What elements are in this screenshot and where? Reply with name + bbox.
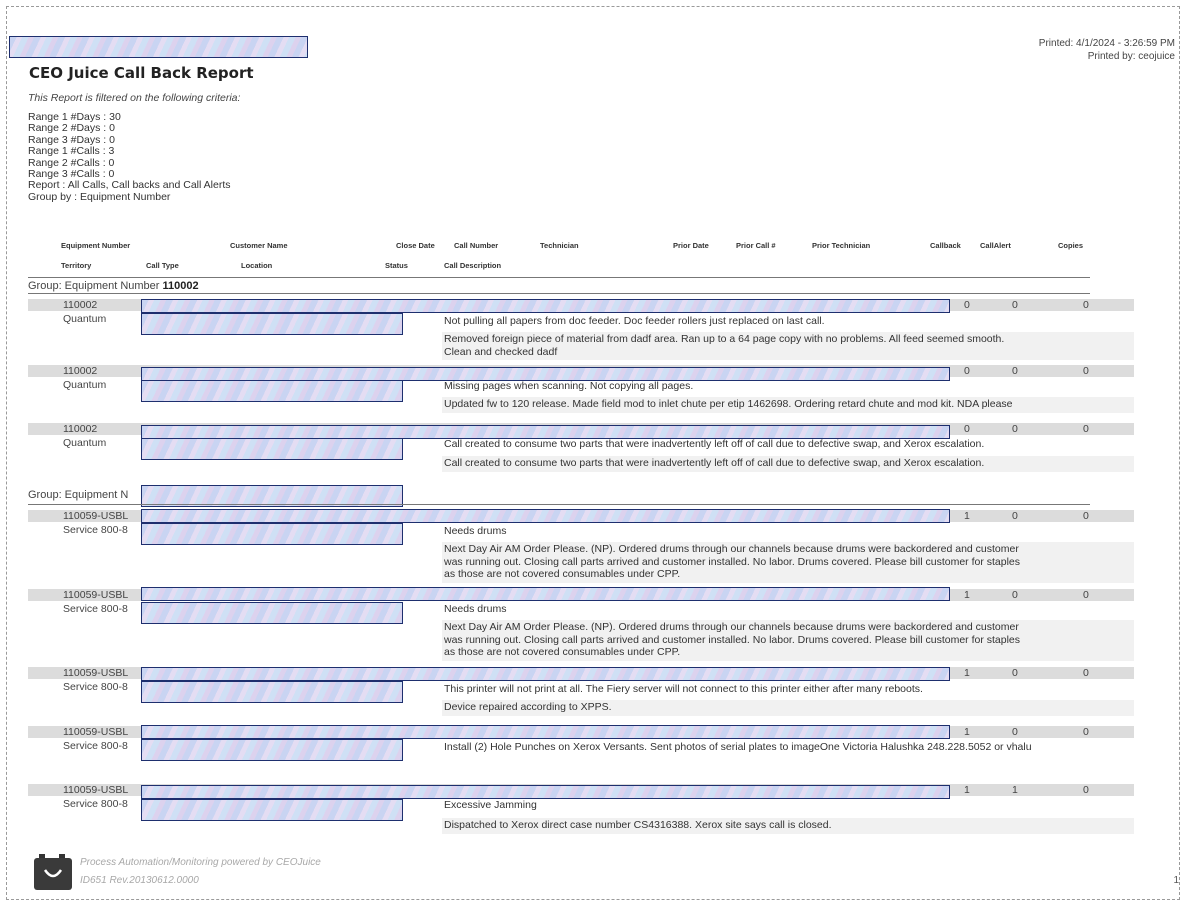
resolution-line: Updated fw to 120 release. Made field mod to inlet chute per etip 1462698. Ordering retard chute and mod kit. NDA please [444,398,1013,410]
callback-value: 1 [964,510,970,522]
resolution-line: Clean and checked dadf [444,345,558,358]
call-type: Quantum [63,379,107,391]
equipment-number: 110059-USBL [63,667,129,679]
copies-value: 0 [1083,784,1089,796]
col-technician: Technician [540,241,579,250]
header-divider [28,277,1090,278]
resolution-line: Next Day Air AM Order Please. (NP). Ordered drums through our channels because drums were backordered and customer [444,621,1019,633]
equipment-number: 110059-USBL [63,510,129,522]
resolution-text [442,700,1134,716]
col-customer-name: Customer Name [230,241,288,250]
callalert-value: 0 [1012,423,1018,435]
criteria-list [28,112,231,203]
callalert-value: 0 [1012,589,1018,601]
equipment-number: 110002 [63,365,98,377]
group-divider [28,293,1090,294]
call-type: Service 800-8 [63,524,128,536]
redacted-call-details [141,367,950,381]
resolution-text [442,397,1134,413]
col-call-number: Call Number [454,241,499,250]
call-type: Quantum [63,437,107,449]
resolution-line: Dispatched to Xerox direct case number CS4316388. Xerox site says call is closed. [444,819,832,831]
col-copies: Copies [1058,241,1084,250]
equipment-number: 110002 [63,423,98,435]
callalert-value: 0 [1012,299,1018,311]
call-type: Service 800-8 [63,681,128,693]
callback-value: 1 [964,667,970,679]
callalert-value: 0 [1012,365,1018,377]
callback-value: 1 [964,589,970,601]
col-close-date: Close Date [396,241,435,250]
call-description: Call created to consume two parts that were inadvertently left off of call due to defective swap, and Xerox escalation. [444,438,985,450]
col-location: Location [241,261,273,270]
resolution-line: was running out. Closing call parts arrived and customer installed. No labor. Drums covered. Please bill customer for staples [444,633,1021,646]
call-type: Quantum [63,313,107,325]
call-description: This printer will not print at all. The Fiery server will not connect to this printer either after many reboots. [444,683,923,695]
callback-value: 0 [964,299,970,311]
callback-value: 0 [964,365,970,377]
resolution-text [442,332,1134,360]
criteria-line: Range 3 #Calls : 0 [28,167,115,180]
copies-value: 0 [1083,423,1089,435]
redacted-location [141,799,403,821]
report-title: CEO Juice Call Back Report [29,64,254,82]
col-prior-call: Prior Call # [736,241,776,250]
group-value: 110002 [162,280,199,292]
equipment-number: 110059-USBL [63,589,129,601]
redacted-call-details [141,785,950,799]
page-number: 1 [1173,875,1179,886]
resolution-line: as those are not covered consumables under CPP. [444,568,681,580]
col-call-description: Call Description [444,261,502,270]
copies-value: 0 [1083,299,1089,311]
call-description: Needs drums [444,525,507,537]
col-prior-date: Prior Date [673,241,709,250]
redacted-company-logo [9,36,308,58]
criteria-line: Group by : Equipment Number [28,190,171,203]
call-description: Install (2) Hole Punches on Xerox Versants. Sent photos of serial plates to imageOne Victoria Halushka 248.228.5052 or vhalu [444,741,1032,753]
printed-by: Printed by: ceojuice [1087,51,1175,62]
resolution-line: Device repaired according to XPPS. [444,701,612,713]
call-description: Excessive Jamming [444,799,537,811]
call-type: Service 800-8 [63,603,128,615]
col-callalert: CallAlert [980,241,1011,250]
copies-value: 0 [1083,589,1089,601]
resolution-text [442,542,1134,583]
redacted-location [141,313,403,335]
criteria-line: Range 1 #Calls : 3 [28,145,115,158]
resolution-line: Removed foreign piece of material from dadf area. Ran up to a 64 page copy with no problems. All feed seemed smooth. [444,333,1005,345]
call-description: Needs drums [444,603,507,615]
redacted-location [141,681,403,703]
redacted-location [141,380,403,402]
redacted-call-details [141,667,950,681]
callalert-value: 0 [1012,726,1018,738]
callalert-value: 1 [1012,784,1018,796]
resolution-line: Call created to consume two parts that were inadvertently left off of call due to defective swap, and Xerox escalation. [444,457,985,469]
equipment-number: 110002 [63,299,98,311]
report-id-text: ID651 Rev.20130612.0000 [80,875,199,886]
criteria-line: Report : All Calls, Call backs and Call Alerts [28,179,231,192]
call-type: Service 800-8 [63,798,128,810]
criteria-line: Range 2 #Days : 0 [28,122,115,135]
print-info [1039,37,1175,63]
col-status: Status [385,261,408,270]
call-type: Service 800-8 [63,740,128,752]
copies-value: 0 [1083,726,1089,738]
callalert-value: 0 [1012,510,1018,522]
callback-value: 1 [964,726,970,738]
resolution-line: as those are not covered consumables under CPP. [444,646,681,658]
criteria-line: Range 2 #Calls : 0 [28,156,115,169]
redacted-location [141,739,403,761]
copies-value: 0 [1083,365,1089,377]
ceojuice-logo-icon [31,852,75,892]
equipment-number: 110059-USBL [63,726,129,738]
criteria-line: Range 1 #Days : 30 [28,111,121,123]
resolution-line: was running out. Closing call parts arrived and customer installed. No labor. Drums covered. Please bill customer for staples [444,555,1021,568]
redacted-call-details [141,299,950,313]
group-label: Group: Equipment Number [28,280,160,292]
redacted-call-details [141,587,950,601]
col-equipment-number: Equipment Number [61,241,131,250]
copies-value: 0 [1083,667,1089,679]
redacted-location [141,602,403,624]
callback-value: 0 [964,423,970,435]
col-prior-technician: Prior Technician [812,241,871,250]
group-divider [28,504,1090,505]
call-description: Missing pages when scanning. Not copying all pages. [444,380,694,392]
callalert-value: 0 [1012,667,1018,679]
call-description: Not pulling all papers from doc feeder. Doc feeder rollers just replaced on last call. [444,315,825,327]
resolution-line: Next Day Air AM Order Please. (NP). Ordered drums through our channels because drums were backordered and customer [444,543,1019,555]
filter-note: This Report is filtered on the following criteria: [28,92,241,104]
equipment-number: 110059-USBL [63,784,129,796]
powered-by-text: Process Automation/Monitoring powered by CEOJuice [80,857,321,868]
col-call-type: Call Type [146,261,179,270]
resolution-text [442,818,1134,834]
group-header [28,280,199,292]
resolution-text [442,456,1134,472]
resolution-text [442,620,1134,661]
col-callback: Callback [930,241,961,250]
redacted-call-details [141,509,950,523]
group-header [28,489,128,501]
callback-value: 1 [964,784,970,796]
redacted-call-details [141,725,950,739]
copies-value: 0 [1083,510,1089,522]
redacted-location [141,523,403,545]
report-page [6,6,1180,900]
group-label: Group: Equipment N [28,489,129,501]
criteria-line: Range 3 #Days : 0 [28,133,115,146]
redacted-location [141,438,403,460]
redacted-call-details [141,425,950,439]
printed-date: Printed: 4/1/2024 - 3:26:59 PM [1038,38,1175,49]
col-territory: Territory [61,261,92,270]
